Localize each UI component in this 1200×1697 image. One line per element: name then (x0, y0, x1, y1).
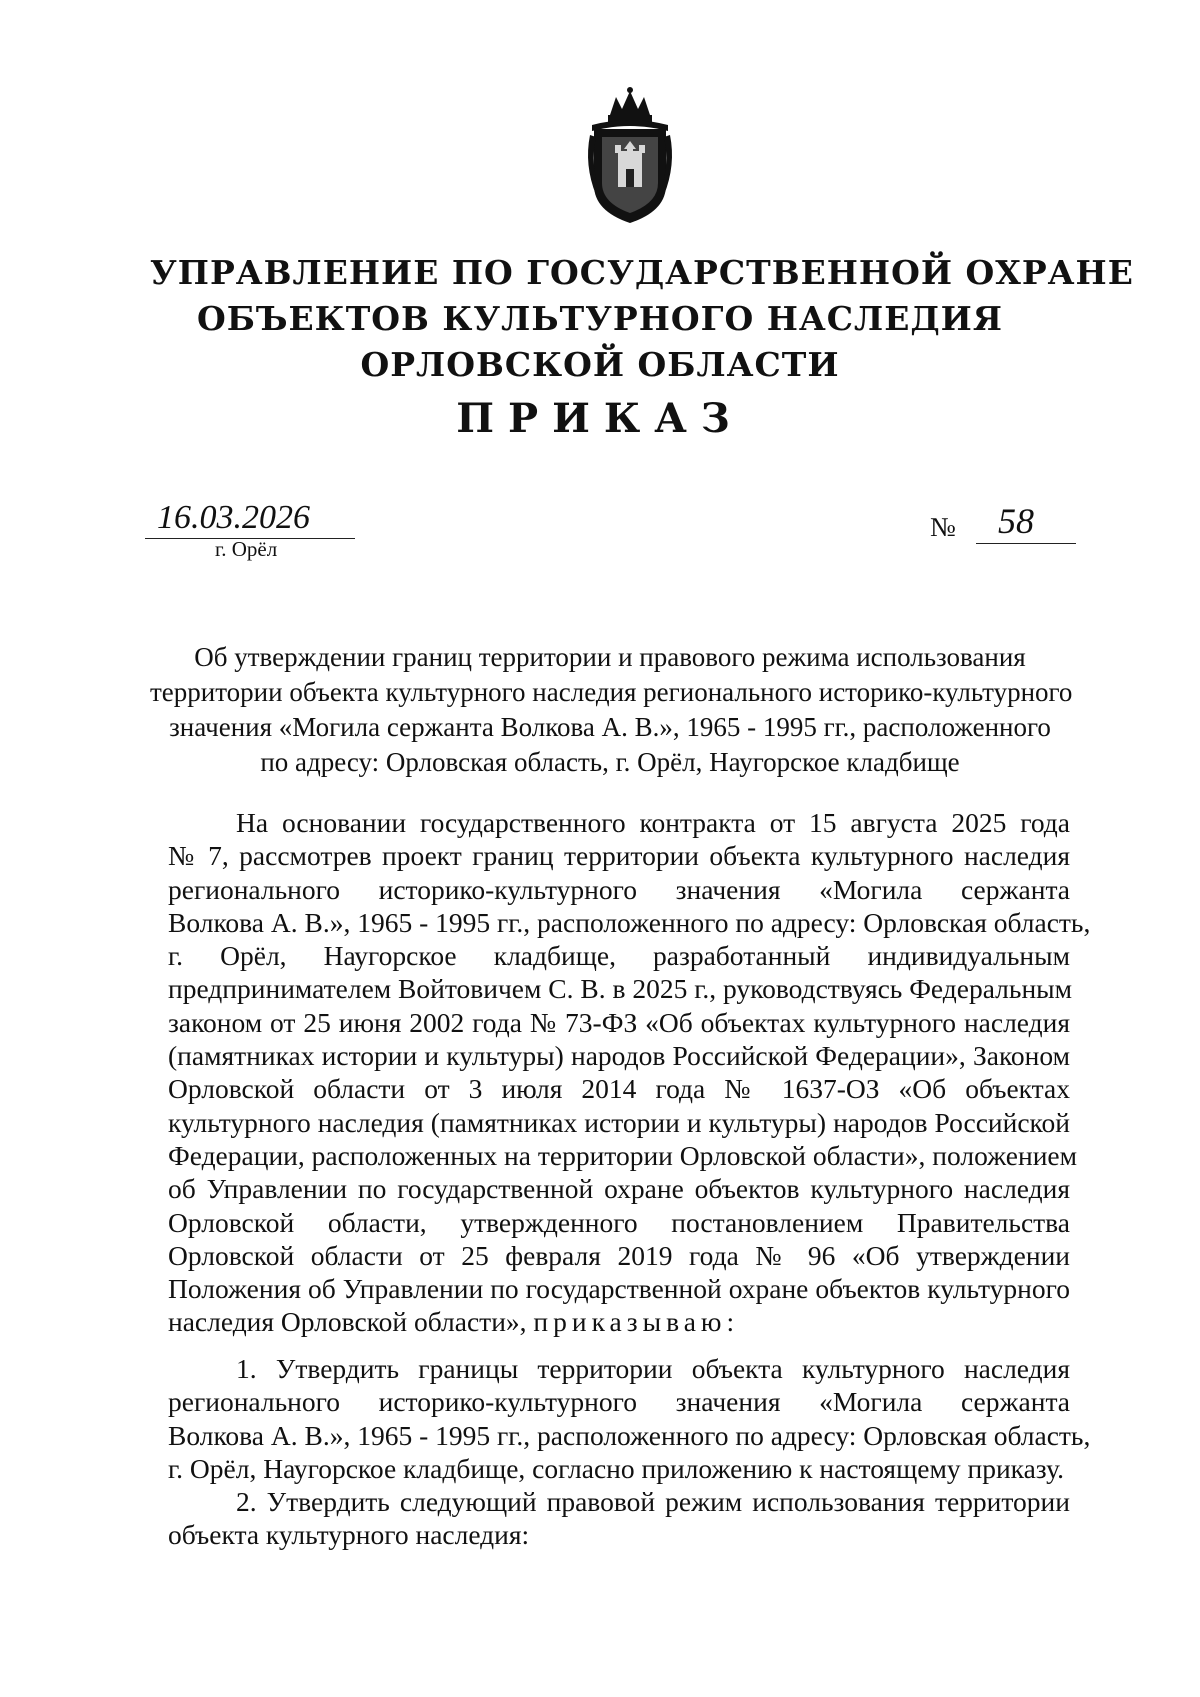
paragraph-line: предпринимателем Войтовичем С. В. в 2025 г., руководствуясь Федеральным (168, 973, 1073, 1005)
subject-line: по адресу: Орловская область, г. Орёл, Наугорское кладбище (260, 747, 960, 777)
paragraph-line: № 7, рассмотрев проект границ территории объекта культурного наследия (168, 840, 1070, 872)
paragraph-line: объекта культурного наследия: (168, 1519, 530, 1551)
paragraph-line: 1. Утвердить границы территории объекта культурного наследия (236, 1353, 1070, 1384)
command-word: приказываю: (533, 1306, 740, 1338)
org-line-2: ОБЪЕКТОВ КУЛЬТУРНОГО НАСЛЕДИЯ (197, 299, 1003, 338)
paragraph-line: Орловской области от 3 июля 2014 года № 1637-ОЗ «Об объектах (168, 1073, 1070, 1105)
paragraph-line: Орловской области от 25 февраля 2019 года № 96 «Об утверждении (168, 1239, 1070, 1271)
paragraph-line-text: наследия Орловской области», (168, 1306, 527, 1338)
order-item-2 (168, 1485, 1070, 1552)
document-date: 16.03.2026 (157, 499, 310, 536)
number-sign: № (930, 512, 956, 542)
paragraph-line: Волкова А. В.», 1965 - 1995 гг., расположенного по адресу: Орловская область, (168, 906, 1091, 938)
document-number: 58 (998, 501, 1034, 541)
subject-line: значения «Могила сержанта Волкова А. В.», 1965 - 1995 гг., расположенного (169, 712, 1051, 742)
paragraph-line: г. Орёл, Наугорское кладбище, разработанный индивидуальным (168, 940, 1070, 972)
document-number-block (930, 500, 1080, 550)
paragraph-line: Федерации, расположенных на территории Орловской области», положением (168, 1139, 1078, 1171)
paragraph-line: регионального историко-культурного значения «Могила сержанта (168, 873, 1070, 905)
paragraph-line-final (168, 1305, 1070, 1338)
document-type-title: ПРИКАЗ (456, 395, 744, 442)
organization-name (150, 250, 1134, 388)
paragraph-line: 2. Утвердить следующий правовой режим использования территории (236, 1486, 1070, 1517)
paragraph-line: г. Орёл, Наугорское кладбище, согласно приложению к настоящему приказу. (168, 1452, 1064, 1484)
subject-line: Об утверждении границ территории и правового режима использования (194, 642, 1026, 672)
coat-of-arms-icon (582, 85, 678, 225)
document-subject (150, 640, 1073, 780)
paragraph-line: (памятниках истории и культуры) народов Российской Федерации», Законом (168, 1040, 1070, 1072)
paragraph-line: Орловской области, утвержденного постановлением Правительства (168, 1206, 1070, 1238)
paragraph-line: Положения об Управлении по государственной охране объектов культурного (168, 1273, 1070, 1305)
paragraph-line: Волкова А. В.», 1965 - 1995 гг., расположенного по адресу: Орловская область, (168, 1419, 1091, 1451)
date-place-block (145, 498, 355, 562)
paragraph-line: На основании государственного контракта от 15 августа 2025 года (236, 807, 1070, 838)
subject-line: территории объекта культурного наследия регионального историко-культурного (150, 677, 1073, 707)
org-line-3: ОРЛОВСКОЙ ОБЛАСТИ (360, 345, 840, 384)
order-item-1 (168, 1352, 1091, 1485)
paragraph-line: об Управлении по государственной охране объектов культурного наследия (168, 1173, 1070, 1205)
preamble-paragraph (168, 806, 1091, 1339)
number-underline (976, 543, 1076, 544)
paragraph-line: культурного наследия (памятниках истории и культуры) народов Российской (168, 1106, 1070, 1138)
document-city: г. Орёл (215, 537, 278, 561)
org-line-1: УПРАВЛЕНИЕ ПО ГОСУДАРСТВЕННОЙ ОХРАНЕ (150, 253, 1134, 292)
paragraph-line: регионального историко-культурного значения «Могила сержанта (168, 1386, 1070, 1418)
paragraph-line: законом от 25 июня 2002 года № 73-ФЗ «Об объектах культурного наследия (168, 1006, 1070, 1038)
